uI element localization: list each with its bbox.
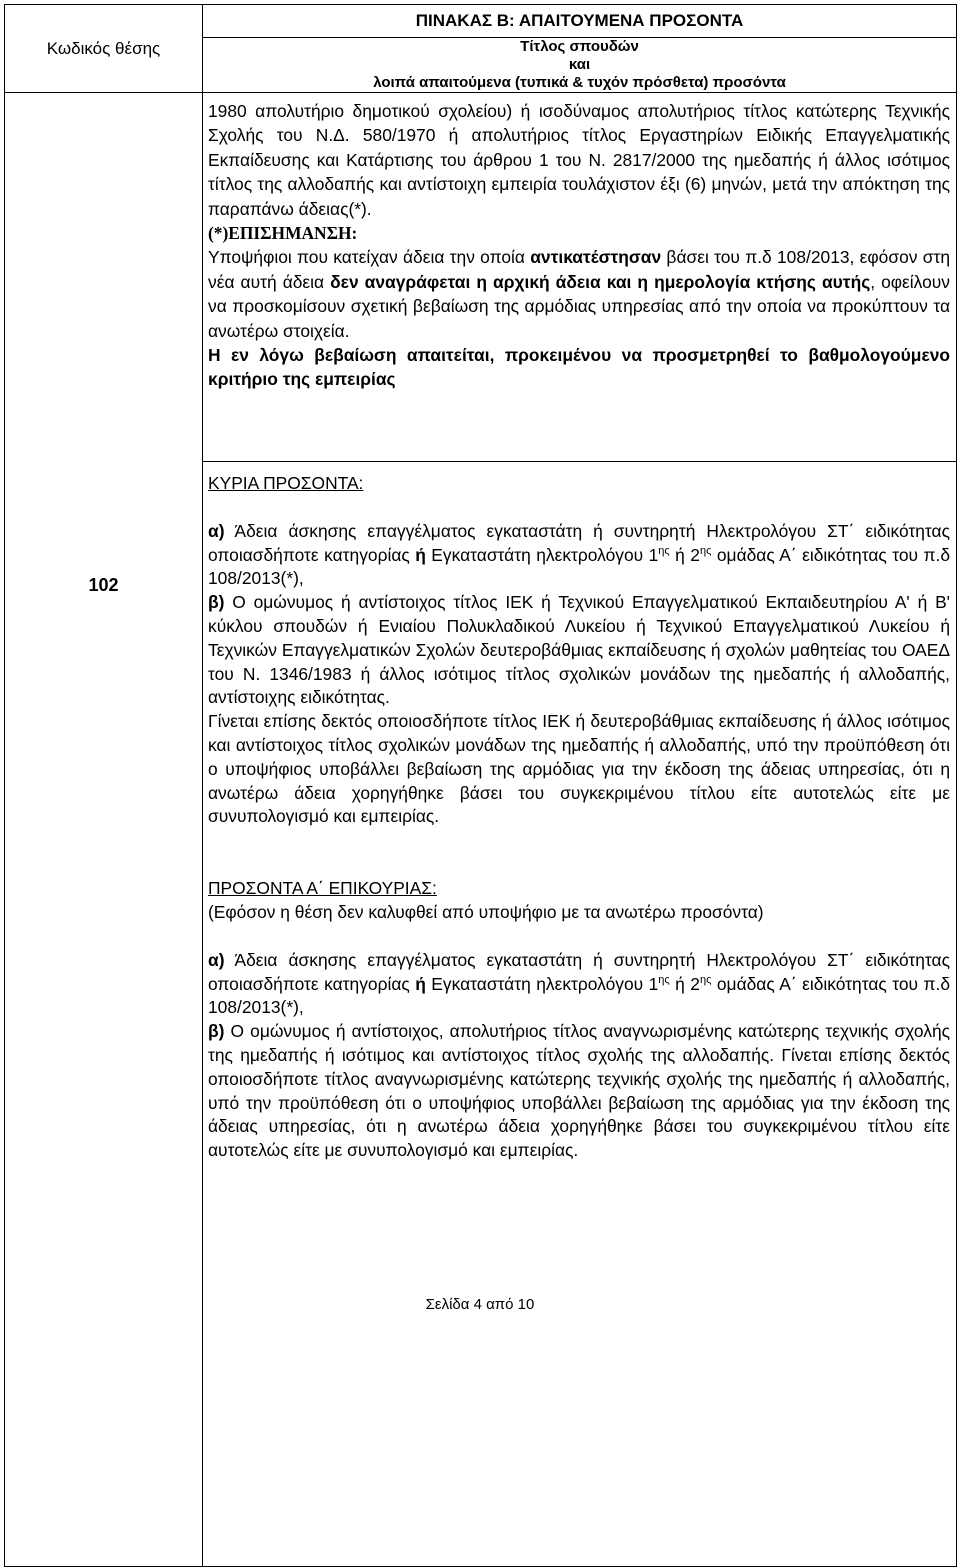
code-column-header: Κωδικός θέσης xyxy=(5,5,203,93)
main-qualifications-heading: ΚΥΡΙΑ ΠΡΟΣΟΝΤΑ: xyxy=(208,473,364,493)
continuation-paragraph: 1980 απολυτήριο δημοτικού σχολείου) ή ισοδύναμος απολυτήριος τίτλος κατώτερης Τεχνικής Σχολής του Ν.Δ. 580/1970 ή απολυτήριος τίτλος Εργαστηρίων Ειδικής Επαγγελματικής Εκπαίδευσης και Κατάρτισης του άρθρου 1 του Ν. 2817/2000 της ημεδαπής ή άλλος ισότιμος τίτλος της αλλοδαπής και αντίστοιχη εμπειρία τουλάχιστον έξι (6) μηνών, μετά την απόκτηση της παραπάνω άδειας(*). xyxy=(208,101,950,219)
note-heading: (*)ΕΠΙΣΗΜΑΝΣΗ: xyxy=(208,223,358,244)
item-text: Ο ομώνυμος ή αντίστοιχος τίτλος ΙΕΚ ή Τεχνικού Επαγγελματικού Εκπαιδευτηρίου Α' ή Β' κύκλου σπουδών ή Ενιαίου Πολυκλαδικού Λυκείου ή Τεχνικού Επαγγελματικού Λυκείου ή Τεχνικών Επαγγελματικών Σχολών δευτεροβάθμιας εκπαίδευσης ή σχολών μαθητείας του ΟΑΕΔ του Ν. 1346/1983 ή άλλος ισότιμος τίτλος σχολικών μονάδων της ημεδαπής ή αλλοδαπής, αντίστοιχης ειδικότητας. xyxy=(208,592,950,708)
column-header-line-3: λοιπά απαιτούμενα (τυπικά & τυχόν πρόσθετα) προσόντα xyxy=(373,74,786,91)
auxiliary-qualifications-heading: ΠΡΟΣΟΝΤΑ Α΄ ΕΠΙΚΟΥΡΙΑΣ: xyxy=(208,878,437,899)
qualifications-cell xyxy=(203,462,957,1567)
table-title: ΠΙΝΑΚΑΣ Β: ΑΠΑΙΤΟΥΜΕΝΑ ΠΡΟΣΟΝΤΑ xyxy=(203,5,957,38)
main-qualification-a xyxy=(208,520,950,591)
item-label-b: β) xyxy=(208,592,225,613)
qualifications-column-header xyxy=(203,38,957,93)
column-header-line-2: και xyxy=(568,56,591,73)
main-qualification-b xyxy=(208,591,950,710)
requirements-table xyxy=(4,4,957,1567)
item-label-a: α) xyxy=(208,949,225,970)
item-text: ομάδας Α΄ ειδικότητας του π.δ 108/2013(*), xyxy=(208,973,951,1018)
page-number: Σελίδα 4 από 10 xyxy=(425,1296,535,1313)
superscript: ης xyxy=(658,973,670,986)
item-label-a: α) xyxy=(208,520,225,541)
item-or: ή xyxy=(415,973,426,994)
auxiliary-qualification-a xyxy=(208,949,950,1020)
note-bold-1: αντικατέστησαν xyxy=(530,247,662,268)
item-text: Εγκαταστάτη ηλεκτρολόγου 1 xyxy=(425,973,659,994)
item-text: Άδεια άσκησης επαγγέλματος εγκαταστάτη ή συντηρητή Ηλεκτρολόγου ΣΤ΄ ειδικότητας οποιασδήποτε κατηγορίας xyxy=(208,949,950,994)
item-text: Εγκαταστάτη ηλεκτρολόγου 1 xyxy=(425,544,659,565)
continuation-cell xyxy=(203,93,957,462)
note-bold-conclusion: Η εν λόγω βεβαίωση απαιτείται, προκειμένου να προσμετρηθεί το βαθμολογούμενο κριτήριο της εμπειρίας xyxy=(208,345,950,390)
superscript: ης xyxy=(699,973,712,986)
auxiliary-subheading: (Εφόσον η θέση δεν καλυφθεί από υποψήφιο με τα ανωτέρω προσόντα) xyxy=(208,901,764,922)
column-header-line-1: Τίτλος σπουδών xyxy=(520,38,639,55)
superscript: ης xyxy=(699,544,712,557)
position-code-cell xyxy=(5,93,203,1567)
note-text-1: Υποψήφιοι που κατείχαν άδεια την οποία xyxy=(208,247,531,268)
note-text-3: , οφείλουν να προσκομίσουν σχετική βεβαίωση της αρμόδιας υπηρεσίας από την οποία να προκύπτουν τα ανωτέρω στοιχεία. xyxy=(208,271,950,341)
item-text: ή 2 xyxy=(669,973,700,994)
auxiliary-qualification-b xyxy=(208,1020,950,1163)
superscript: ης xyxy=(658,544,670,557)
note-bold-2: δεν αναγράφεται η αρχική άδεια και η ημερολογία κτήσης αυτής xyxy=(330,271,871,292)
item-text: ομάδας Α΄ ειδικότητας του π.δ 108/2013(*), xyxy=(208,544,951,589)
item-label-b: β) xyxy=(208,1021,225,1042)
note-text-2: βάσει του π.δ 108/2013, εφόσον στη νέα αυτή άδεια xyxy=(208,247,950,292)
item-or: ή xyxy=(415,544,426,565)
position-code: 102 xyxy=(88,575,119,595)
main-qualification-c: Γίνεται επίσης δεκτός οποιοσδήποτε τίτλος ΙΕΚ ή δευτεροβάθμιας εκπαίδευσης ή άλλος ισότιμος και αντίστοιχος τίτλος σχολικών μονάδων της ημεδαπής ή αλλοδαπής, υπό την προϋπόθεση ότι ο υποψήφιος υποβάλλει βεβαίωση της αρμόδιας για την έκδοση της άδειας υπηρεσίας, ότι η ανωτέρω άδεια χορηγήθηκε βάσει του συγκεκριμένου τίτλου είτε αυτοτελώς είτε με συνυπολογισμό και εμπειρίας. xyxy=(208,711,950,827)
item-text: ή 2 xyxy=(669,544,700,565)
item-text: Άδεια άσκησης επαγγέλματος εγκαταστάτη ή συντηρητή Ηλεκτρολόγου ΣΤ΄ ειδικότητας οποιασδήποτε κατηγορίας xyxy=(208,520,950,565)
item-text: Ο ομώνυμος ή αντίστοιχος, απολυτήριος τίτλος αναγνωρισμένης κατώτερης τεχνικής σχολής της ημεδαπής ή ισότιμος και αντίστοιχος τίτλος σχολής της αλλοδαπής. Γίνεται επίσης δεκτός οποιοσδήποτε τίτλος αναγνωρισμένης κατώτερης τεχνικής σχολής της ημεδαπής ή αλλοδαπής, υπό την προϋπόθεση ότι ο υποψήφιος υποβάλλει βεβαίωση της αρμόδιας για την έκδοση της άδειας υπηρεσίας, ότι η ανωτέρω άδεια χορηγήθηκε βάσει του συγκεκριμένου τίτλου είτε αυτοτελώς είτε με συνυπολογισμό και εμπειρίας. xyxy=(208,1021,950,1161)
note-paragraph xyxy=(208,245,950,343)
